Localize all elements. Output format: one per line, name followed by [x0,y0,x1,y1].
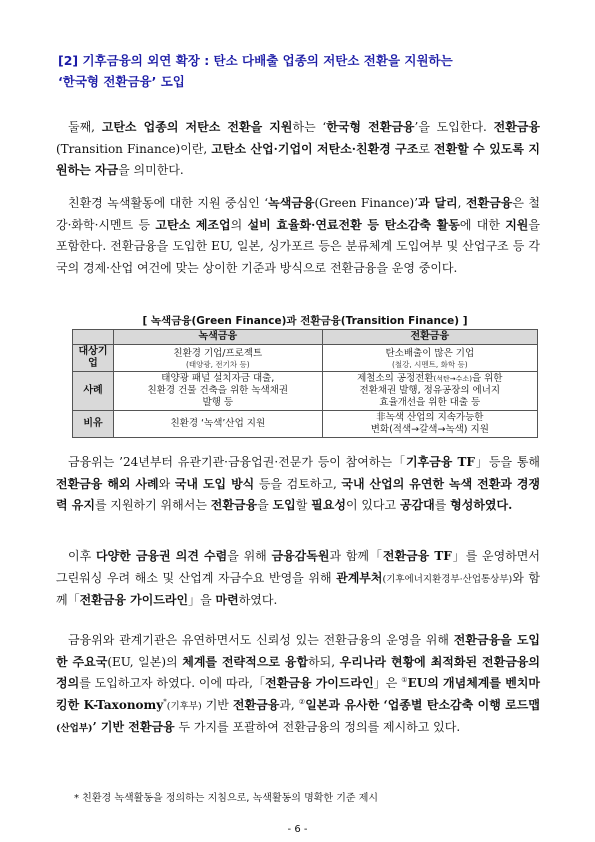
table-corner-cell [73,330,114,345]
emphasis: 고탄소 제조업 [155,217,231,232]
emphasis: 전환금융 [493,120,540,134]
text: 에 대한 [459,217,506,232]
cell-subtext: (석탄→수소) [433,375,472,383]
table-cell: 친환경 ‘녹색’산업 지원 [114,411,323,438]
text: 을 위해 [227,549,272,563]
text: 와 [158,476,175,491]
small-text: (기후에너지환경부·산업통상부) [382,573,513,585]
emphasis: 한국형 전환금융 [326,120,415,134]
table-cell [322,372,537,411]
text: 친환경 녹색활동에 대한 지원 중심인 ‘ [68,196,269,210]
emphasis: 다양한 금융권 의견 수렴 [95,549,228,563]
row-header-example: 사례 [73,372,114,411]
text: 를 도입하고자 하였다. 이에 따라,「 [79,676,266,690]
text: ’을 도입한다. [414,120,494,134]
emphasis: 체계를 전략적으로 융합 [182,654,309,669]
emphasis: 고탄소 업종의 저탄소 전환을 지원 [101,120,293,134]
footnote: * 친환경 녹색활동을 정의하는 지침으로, 녹색활동의 명확한 기준 제시 [74,793,379,804]
text: 」를 운영하면서 그린워싱 우려 해소 및 산업계 자금수요 반영을 위해 [56,549,540,585]
text: 이 있다고 [345,498,400,512]
table-cell [114,345,323,372]
emphasis: 전환금융을 도입한 주요국 [56,633,541,669]
table-cell [322,411,537,438]
emphasis: 전환할 수 있도록 지원하는 자금 [56,141,540,177]
circled-number-1: ① [401,676,408,684]
text: 을 의미한다. [118,163,184,177]
cell-text: 非녹색 산업의 지속가능한 [376,412,484,423]
emphasis: 금융감독원 [271,549,330,563]
emphasis: 전환금융 [232,697,280,712]
table-cell [114,372,323,411]
text: 과, [279,697,299,712]
emphasis: 전환금융 [465,196,513,210]
footnote-marker: * [163,697,167,706]
text: 하였다. [238,593,278,607]
text: 두 가지를 포괄하여 전환금융의 정의를 제시하고 있다. [174,720,461,734]
cell-subtext: (태양광, 전기차 등) [185,359,250,369]
emphasis: 설비 효율화·연료전환 등 탄소감축 활동 [247,217,460,232]
text: 둘째, [68,120,102,134]
section-heading-line1: [2] 기후금융의 외연 확장 : 탄소 다배출 업종의 저탄소 전환을 지원하는 [58,53,453,68]
paragraph-3 [56,452,540,517]
emphasis: 지원 [505,217,529,232]
emphasis: 과 달리 [418,196,458,210]
cell-text: 제철소의 공정전환 [357,373,434,384]
cell-subtext: (철강, 시멘트, 화학 등) [391,359,468,369]
cell-text: 태양광 패널 설치자금 대출, [161,373,275,384]
text: 금융위와 관계기관은 유연하면서도 신뢰성 있는 전환금융의 운영을 위해 [68,633,454,647]
table-row [73,345,538,372]
text: (Green Finance)’ [314,196,419,210]
text: 이후 [68,549,96,563]
row-header-analogy: 비유 [73,411,114,438]
emphasis: 전환금융 가이드라인 [265,676,374,690]
table-row [73,411,538,438]
emphasis: 전환금융 [210,498,258,512]
text: (EU, 일본)의 [107,654,183,669]
text: 」등을 통해 [474,455,541,469]
emphasis: 전환금융 가이드라인 [79,593,189,607]
section-heading [58,50,548,92]
table-row [73,372,538,411]
text: 금융위는 ’24년부터 유관기관·금융업권·전문가 등이 참여하는「 [68,455,406,469]
table-title: [ 녹색금융(Green Finance)과 전환금융(Transition Finance) ] [142,315,468,327]
circled-number-2: ② [298,697,306,706]
emphasis: 전환금융 해외 사례 [56,476,159,491]
emphasis: ’ 기반 전환금융 [92,720,175,734]
cell-text: 친환경 건물 건축을 위한 녹색채권 [147,385,289,396]
small-text: (산업부) [56,723,93,734]
text: 의 [230,217,248,232]
emphasis: 녹색금융 [268,196,315,210]
cell-text: 발행 등 [202,397,234,408]
emphasis: 공감대 [399,498,435,512]
emphasis: 전환금융 TF [382,549,452,563]
text: 를 [434,498,451,512]
emphasis: EU의 개념체계를 벤치마킹한 K-Taxonomy [56,676,540,712]
paragraph-4 [56,546,540,612]
emphasis: 도입 [272,498,296,512]
emphasis: 관계부처 [336,570,383,585]
emphasis: 국내 산업의 유연한 녹색 전환과 경쟁력 유지 [56,476,541,512]
emphasis: 일본과 유사한 ‘업종별 탄소감축 이행 로드맵 [305,697,540,712]
paragraph-2 [56,193,540,279]
cell-text: 효율개선을 위한 대출 등 [379,397,481,408]
emphasis: 필요성 [311,498,346,512]
text: 로 [418,141,434,156]
row-header-target: 대상기업 [73,345,114,372]
column-header-green: 녹색금융 [114,330,323,345]
text: 하되, [308,654,340,669]
emphasis: 국내 도입 방식 [174,476,255,491]
column-header-transition: 전환금융 [322,330,537,345]
text: 을 포함한다. 전환금융을 도입한 EU, 일본, 싱가포르 등은 분류체계 도입여부 및 산업구조 등 각국의 경제·산업 여건에 맞는 상이한 기준과 방식으로 전환금융을 운영 중이다. [56,217,540,275]
text: 와 함께「 [56,570,541,607]
cell-text: 탄소배출이 많은 기업 [385,347,475,359]
text: (Transition Finance)이란, [56,141,212,156]
text: 기반 [201,697,233,712]
emphasis: 우리나라 현황에 최적화된 전환금융의 정의 [56,654,540,690]
emphasis: 형성하였다. [450,498,513,512]
cell-text: 변화(적색→갈색→녹색) 지원 [370,424,489,435]
small-text: (기후부) [166,700,202,712]
page-number: - 6 - [287,824,308,835]
emphasis: 고탄소 산업·기업이 저탄소·친환경 구조 [211,141,419,156]
text: 」을 [188,593,216,607]
text: 할 [295,498,312,512]
paragraph-5 [56,630,540,740]
table-cell [322,345,537,372]
emphasis: 마련 [215,593,239,607]
text: 과 함께「 [329,549,383,563]
paragraph-1 [56,117,540,182]
text: 등을 검토하고, [254,476,342,491]
comparison-table [72,329,538,438]
section-heading-line2: ‘한국형 전환금융’ 도입 [58,74,185,89]
cell-text: 전환채권 발행, 정유공장의 에너지 [359,385,501,396]
cell-text: 친환경 기업/프로젝트 [173,347,263,359]
emphasis: 기후금융 TF [405,455,475,469]
text: 을 [257,498,273,512]
table-header-row [73,330,538,345]
text: 를 지원하기 위해서는 [94,498,211,512]
text: 하는 ‘ [292,120,327,134]
cell-line [327,373,533,385]
text: , [457,196,466,210]
text: 은 철강·화학·시멘트 등 [56,196,540,232]
text: 」은 [373,676,402,690]
cell-text: 을 위한 [471,373,503,384]
